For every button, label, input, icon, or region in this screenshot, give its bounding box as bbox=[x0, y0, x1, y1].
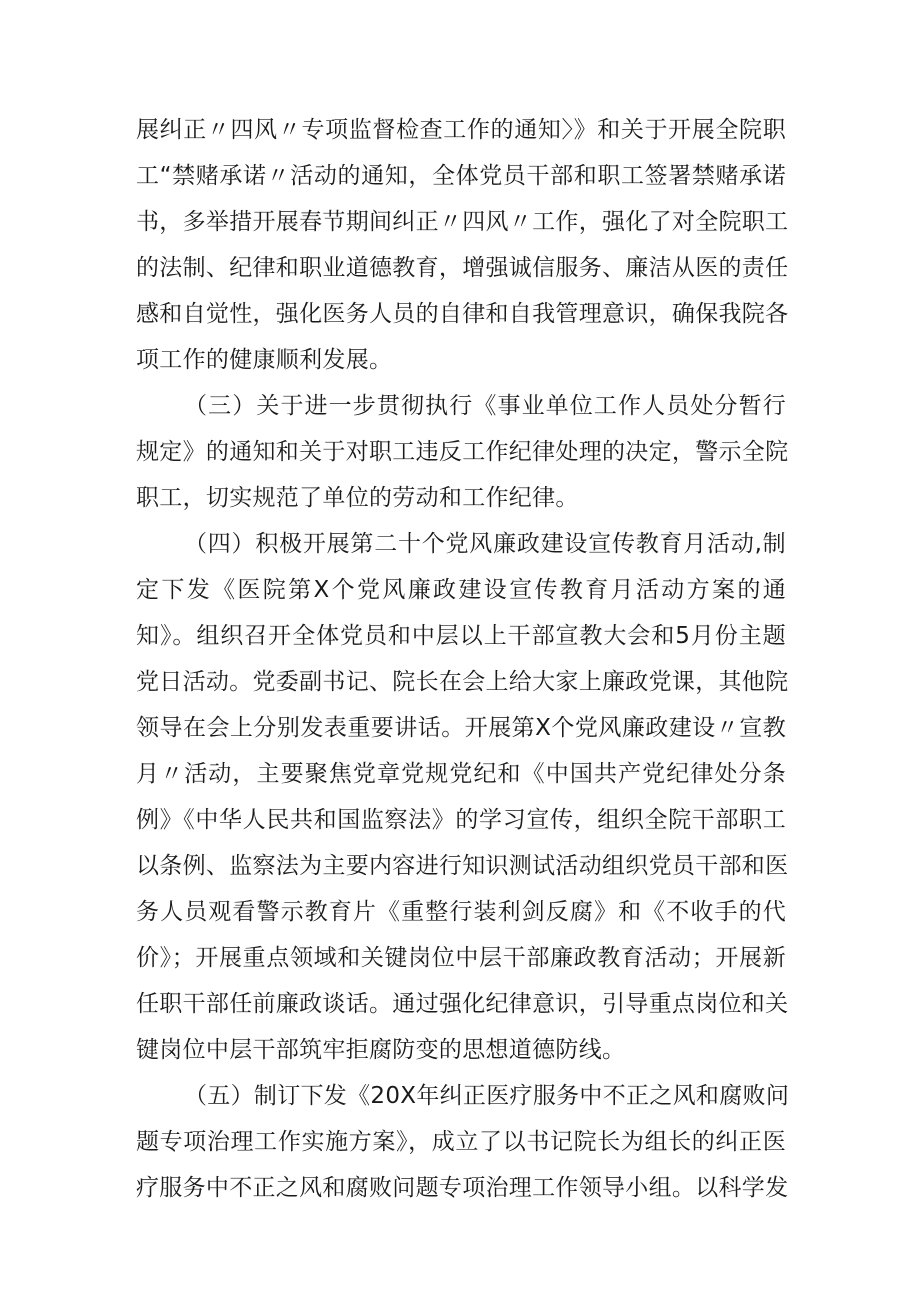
paragraph-start-line: （三）关于进一步贯彻执行《事业单位工作人员处分暂行 bbox=[184, 393, 786, 419]
text-line: 疗服务中不正之风和腐败问题专项治理工作领导小组。以科学发 bbox=[136, 1175, 789, 1201]
text-line: 党日活动。党委副书记、院长在会上给大家上廉政党课，其他院 bbox=[136, 669, 789, 695]
text-line: 项工作的健康顺利发展。 bbox=[136, 347, 393, 373]
paragraph-start-line: （五）制订下发《20X年纠正医疗服务中不正之风和腐败问 bbox=[184, 1083, 790, 1109]
text-line: 键岗位中层干部筑牢拒腐防变的思想道德防线。 bbox=[136, 1037, 626, 1063]
text-line: 的法制、纪律和职业道德教育，增强诚信服务、廉洁从医的责任 bbox=[136, 255, 789, 281]
text-line: 工“禁赌承诺〃活动的通知，全体党员干部和职工签署禁赌承诺 bbox=[136, 163, 786, 189]
text-line: 知》。组织召开全体党员和中层以上干部宣教大会和5月份主题 bbox=[136, 623, 786, 649]
text-line: 感和自觉性，强化医务人员的自律和自我管理意识，确保我院各 bbox=[136, 301, 789, 327]
text-line: 书，多举措开展春节期间纠正〃四风〃工作，强化了对全院职工 bbox=[136, 209, 789, 235]
text-line: 题专项治理工作实施方案》，成立了以书记院长为组长的纠正医 bbox=[136, 1129, 786, 1155]
text-line: 务人员观看警示教育片《重整行装利剑反腐》和《不收手的代 bbox=[136, 899, 786, 925]
text-line: 展纠正〃四风〃专项监督检查工作的通知〉》和关于开展全院职 bbox=[136, 117, 786, 143]
text-line: 任职干部任前廉政谈话。通过强化纪律意识，引导重点岗位和关 bbox=[136, 991, 789, 1017]
text-line: 定下发《医院第X个党风廉政建设宣传教育月活动方案的通 bbox=[136, 577, 786, 603]
text-line: 领导在会上分别发表重要讲话。开展第X个党风廉政建设〃宣教 bbox=[136, 715, 786, 741]
text-line: 规定》的通知和关于对职工违反工作纪律处理的决定，警示全院 bbox=[136, 439, 789, 465]
text-line: 以条例、监察法为主要内容进行知识测试活动组织党员干部和医 bbox=[136, 853, 789, 879]
paragraph-start-line: （四）积极开展第二十个党风廉政建设宣传教育月活动,制 bbox=[184, 531, 786, 557]
text-line: 月〃活动，主要聚焦党章党规党纪和《中国共产党纪律处分条 bbox=[136, 761, 786, 787]
text-line: 价》；开展重点领域和关键岗位中层干部廉政教育活动；开展新 bbox=[136, 945, 786, 971]
text-line: 职工，切实规范了单位的劳动和工作纪律。 bbox=[136, 485, 579, 511]
text-line: 例》《中华人民共和国监察法》的学习宣传，组织全院干部职工 bbox=[136, 807, 786, 833]
